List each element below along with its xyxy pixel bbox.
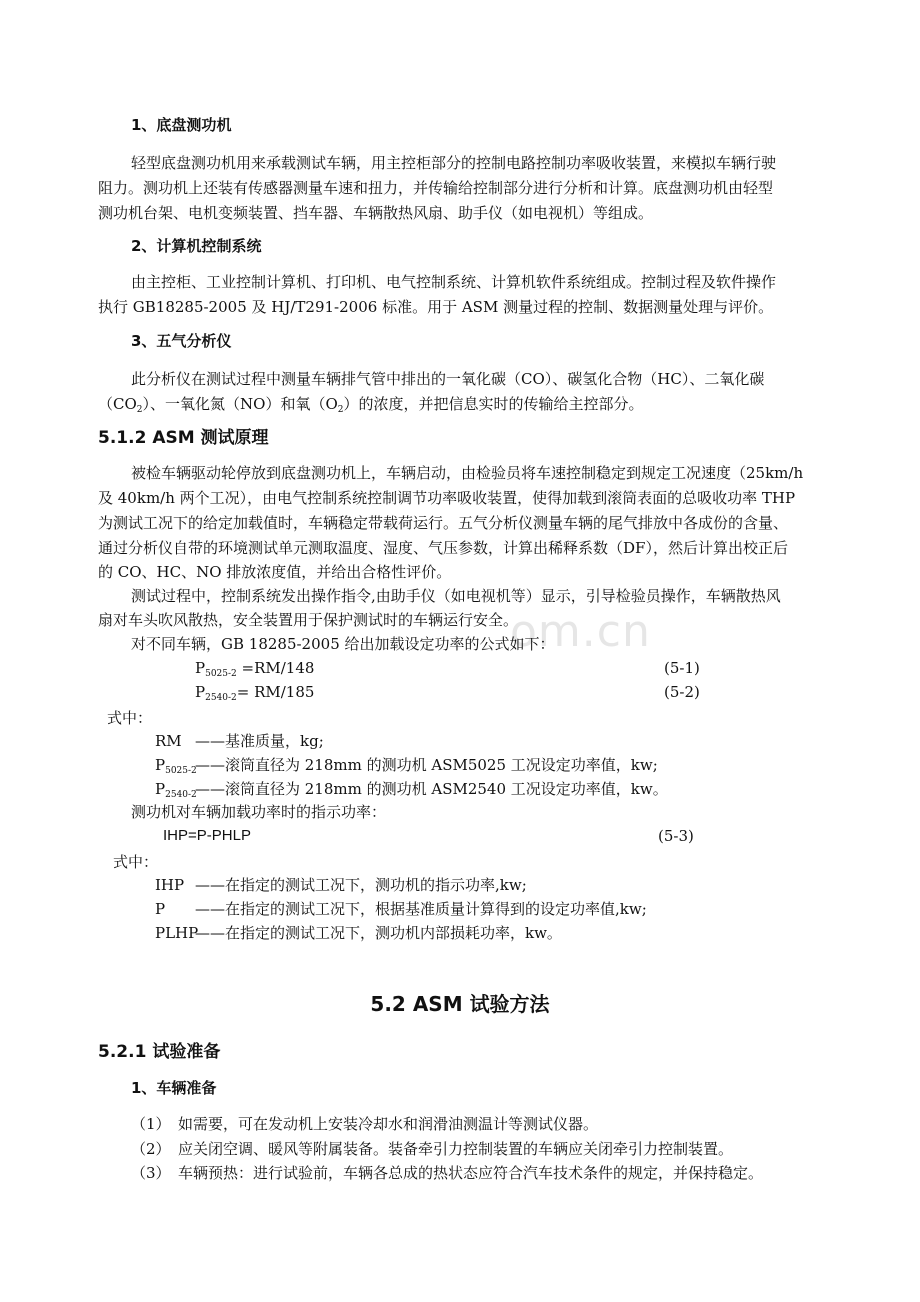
equation-number: (5-3) [658, 827, 694, 845]
heading-chassis-dynamometer: 1、底盘测功机 [131, 116, 232, 134]
definition-p5025: $P_{5025-2}——$滚筒直径为 218mm 的测功机 ASM5025 工况设定功率值，kw; [155, 756, 658, 776]
heading-asm-principle: 5.1.2 ASM 测试原理 [98, 428, 269, 448]
heading-gas-analyzer: 3、五气分析仪 [131, 332, 232, 350]
paragraph-line: 测功机台架、电机变频装置、挡车器、车辆散热风扇、助手仪（如电视机）等组成。 [98, 204, 654, 222]
where-label: 式中： [113, 853, 159, 871]
equation-5-2: $P_{2540-2}= RM/185$ [195, 683, 315, 703]
paragraph-line: 被检车辆驱动轮停放到底盘测功机上，车辆启动，由检验员将车速控制稳定到规定工况速度（25km/h [131, 464, 804, 482]
definition-ihp: IHP ——在指定的测试工况下，测功机的指示功率,kw; [155, 876, 527, 894]
paragraph-line: 此分析仪在测试过程中测量车辆排气管中排出的一氧化碳（CO）、碳氢化合物（HC）、二氧化碳 [131, 370, 765, 388]
watermark: om.cn [510, 606, 651, 657]
paragraph-line: 的 CO、HC、NO 排放浓度值，并给出合格性评价。 [98, 563, 452, 581]
list-item: （2） 应关闭空调、暖风等附属装备。装备牵引力控制装置的车辆应关闭牵引力控制装置。 [131, 1140, 734, 1158]
heading-computer-control: 2、计算机控制系统 [131, 237, 262, 255]
definition-rm: RM ——基准质量，kg; [155, 732, 324, 750]
heading-asm-test-method: 5.2 ASM 试验方法 [370, 992, 550, 1016]
paragraph-line: 对不同车辆，GB 18285-2005 给出加载设定功率的公式如下： [131, 635, 555, 653]
paragraph-line: 轻型底盘测功机用来承载测试车辆，用主控柜部分的控制电路控制功率吸收装置，来模拟车辆行驶 [131, 154, 777, 172]
paragraph-line: 及 40km/h 两个工况），由电气控制系统控制调节功率吸收装置，使得加载到滚筒表面的总吸收功率 THP [98, 489, 796, 507]
paragraph-line: 测试过程中，控制系统发出操作指令,由助手仪（如电视机等）显示，引导检验员操作，车辆散热风 [131, 587, 781, 605]
equation-number: (5-1) [664, 659, 700, 677]
where-label: 式中： [107, 709, 153, 727]
definition-p: P ——在指定的测试工况下，根据基准质量计算得到的设定功率值,kw; [155, 900, 647, 918]
list-item: （3） 车辆预热：进行试验前，车辆各总成的热状态应符合汽车技术条件的规定，并保持稳定。 [131, 1164, 764, 1182]
heading-vehicle-preparation: 1、车辆准备 [131, 1079, 217, 1097]
paragraph-line: 为测试工况下的给定加载值时，车辆稳定带载荷运行。五气分析仪测量车辆的尾气排放中各成份的含量、 [98, 514, 789, 532]
equation-5-3: IHP=P-PHLP [163, 827, 251, 844]
equation-5-1: $P_{5025-2} =RM/148$ [195, 659, 315, 679]
paragraph-line: 测功机对车辆加载功率时的指示功率： [131, 803, 387, 821]
paragraph-line: 扇对车头吹风散热，安全装置用于保护测试时的车辆运行安全。 [98, 611, 519, 629]
paragraph-line: 执行 GB18285-2005 及 HJ/T291-2006 标准。用于 ASM 测量过程的控制、数据测量处理与评价。 [98, 298, 774, 316]
paragraph-line: 通过分析仪自带的环境测试单元测取温度、湿度、气压参数，计算出稀释系数（DF），然后计算出校正后 [98, 539, 788, 557]
paragraph-line: 阻力。测功机上还装有传感器测量车速和扭力，并传输给控制部分进行分析和计算。底盘测功机由轻型 [98, 179, 774, 197]
definition-p2540: $P_{2540-2}——$滚筒直径为 218mm 的测功机 ASM2540 工况设定功率值，kw。 [155, 780, 668, 800]
paragraph-line: $(CO_2)$、一氧化氮（NO）和氧$(O_2)$的浓度，并把信息实时的传输给主控部分。 [98, 395, 644, 415]
equation-number: (5-2) [664, 683, 700, 701]
paragraph-line: 由主控柜、工业控制计算机、打印机、电气控制系统、计算机软件系统组成。控制过程及软件操作 [131, 273, 777, 291]
heading-test-preparation: 5.2.1 试验准备 [98, 1042, 221, 1062]
list-item: （1） 如需要，可在发动机上安装冷却水和润滑油测温计等测试仪器。 [131, 1115, 599, 1133]
definition-plhp: PLHP——在指定的测试工况下，测功机内部损耗功率，kw。 [155, 924, 562, 942]
